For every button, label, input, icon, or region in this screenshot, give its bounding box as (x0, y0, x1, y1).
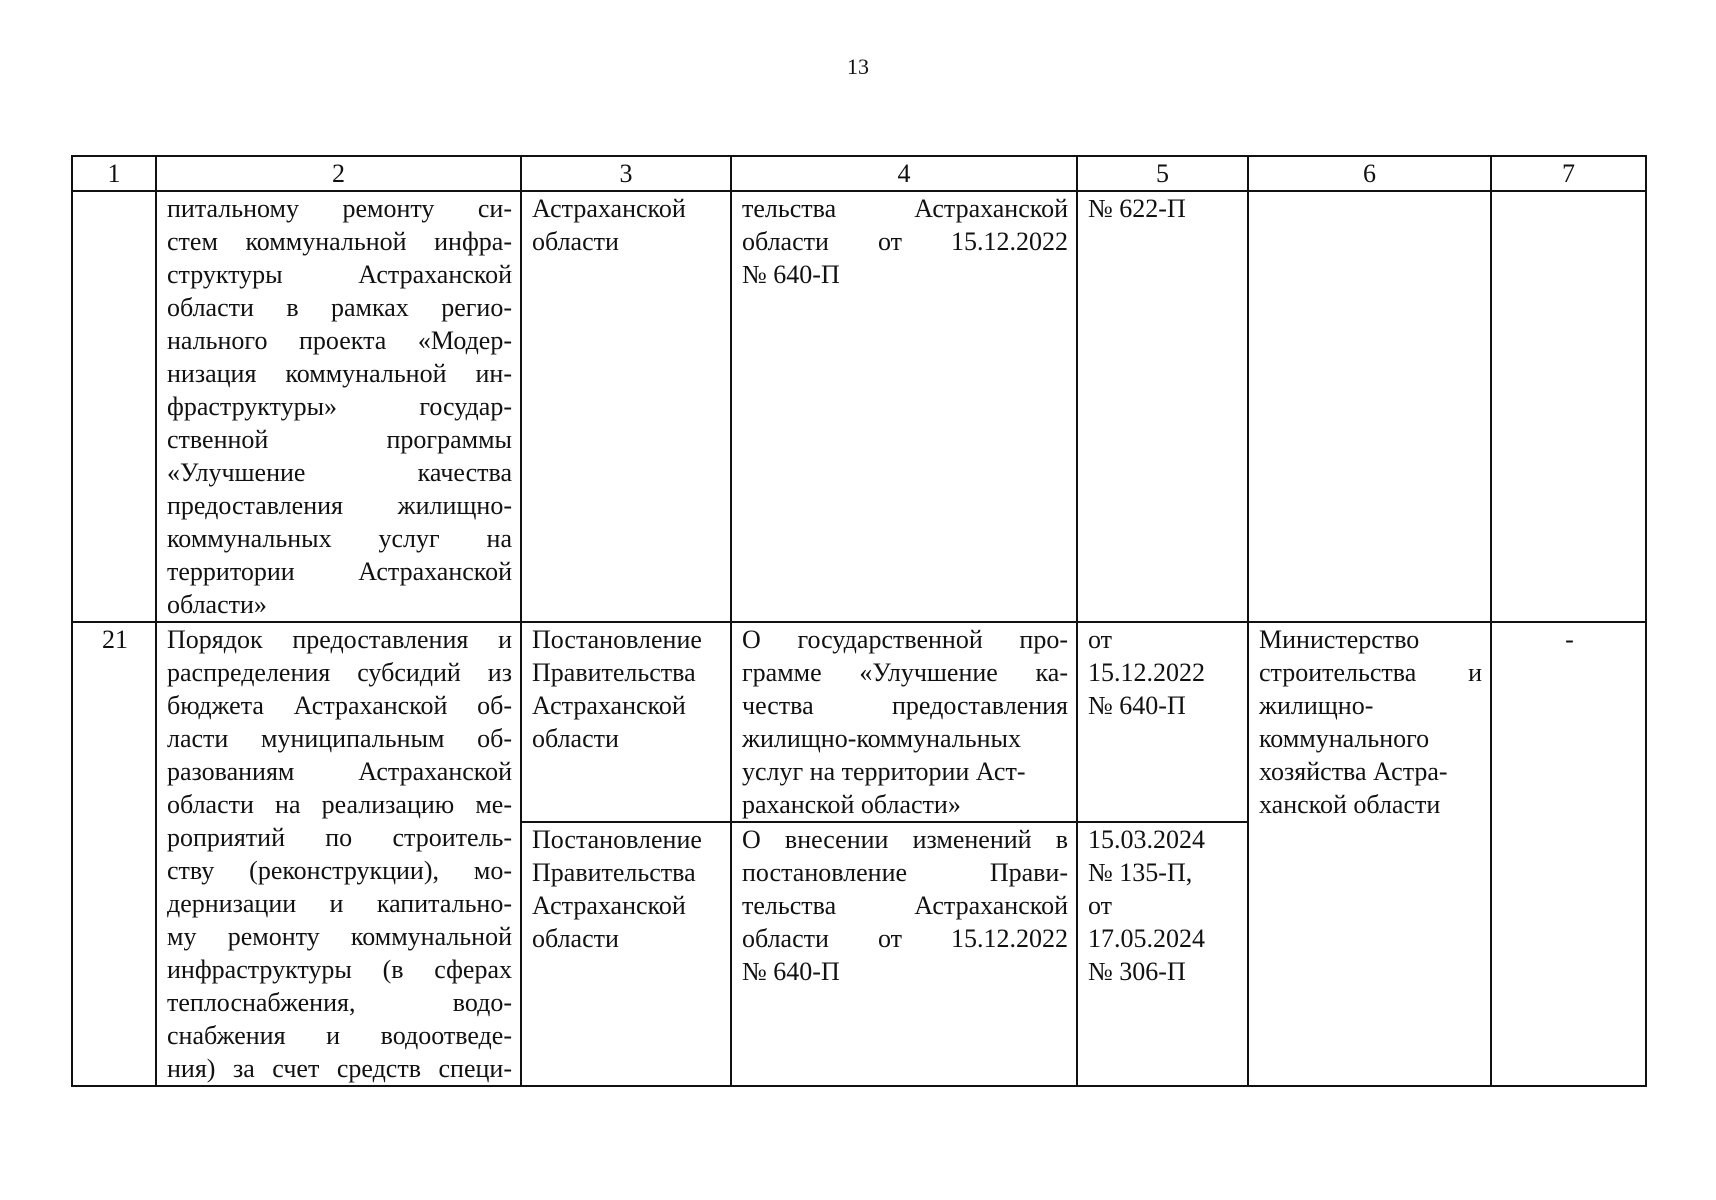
cell-document-title (731, 191, 1077, 622)
text-line: коммунального (1259, 724, 1430, 753)
text-line: области (532, 724, 619, 753)
text-line: области (532, 924, 619, 953)
text-line: постановление Прави- (742, 858, 1068, 887)
text-line: 17.05.2024 (1088, 924, 1205, 953)
text-line: области от 15.12.2022 (742, 924, 1068, 953)
cell-note: - (1491, 622, 1646, 1086)
text-line: № 135-П, (1088, 858, 1193, 887)
cell-document-type (521, 822, 731, 1086)
text-line: фраструктуры» государ- (167, 392, 512, 421)
text-line: грамме «Улучшение ка- (742, 658, 1068, 687)
text-line: Астраханской (532, 194, 686, 223)
text-line: структуры Астраханской (167, 260, 512, 289)
header-col-4: 4 (731, 156, 1077, 191)
text-line: ласти муниципальным об- (167, 724, 512, 753)
text-line: № 640-П (742, 260, 840, 289)
text-line: области на реализацию ме- (167, 790, 512, 819)
text-line: дернизации и капитально- (167, 889, 512, 918)
text-line: бюджета Астраханской об- (167, 691, 512, 720)
header-col-2: 2 (156, 156, 521, 191)
cell-number (72, 191, 156, 622)
text-line: разованиям Астраханской (167, 757, 512, 786)
text-line: снабжения и водоотведе- (167, 1021, 512, 1050)
text-line: предоставления жилищно- (167, 491, 512, 520)
cell-document-date (1077, 622, 1248, 822)
text-line: Министерство (1259, 625, 1420, 654)
document-table (71, 155, 1647, 1087)
text-line: инфраструктуры (в сферах (167, 955, 512, 984)
cell-document-title (731, 822, 1077, 1086)
cell-document-date (1077, 191, 1248, 622)
cell-responsible (1248, 622, 1491, 1086)
text-line: ния) за счет средств специ- (167, 1054, 512, 1083)
text-line: Астраханской (532, 691, 686, 720)
cell-document-type (521, 191, 731, 622)
text-line: низация коммунальной ин- (167, 359, 512, 388)
header-col-1: 1 (72, 156, 156, 191)
text-line: стем коммунальной инфра- (167, 227, 512, 256)
text-line: му ремонту коммунальной (167, 922, 512, 951)
table-row-continued (72, 191, 1646, 622)
text-line: распределения субсидий из (167, 658, 512, 687)
text-line: питальному ремонту си- (167, 194, 512, 223)
table-row-21 (72, 622, 1646, 822)
text-line: Правительства (532, 658, 696, 687)
text-line: коммунальных услуг на (167, 524, 512, 553)
header-row (72, 156, 1646, 191)
text-line: № 640-П (742, 957, 840, 986)
cell-note (1491, 191, 1646, 622)
text-line: услуг на территории Аст- (742, 757, 1026, 786)
page-number: 13 (847, 54, 869, 79)
text-line: ству (реконструкции), мо- (167, 856, 512, 885)
text-line: области (532, 227, 619, 256)
text-line: теплоснабжения, водо- (167, 988, 512, 1017)
cell-responsible (1248, 191, 1491, 622)
text-line: тельства Астраханской (742, 891, 1068, 920)
cell-document-type (521, 622, 731, 822)
text-line: № 306-П (1088, 957, 1186, 986)
text-line: раханской области» (742, 790, 961, 819)
text-line: О государственной про- (742, 625, 1068, 654)
text-line: 15.03.2024 (1088, 825, 1205, 854)
text-line: от (1088, 891, 1113, 920)
text-line: Постановление (532, 825, 702, 854)
text-line: № 622-П (1088, 194, 1186, 223)
text-line: № 640-П (1088, 691, 1186, 720)
text-line: области от 15.12.2022 (742, 227, 1068, 256)
text-line: нального проекта «Модер- (167, 326, 512, 355)
cell-description (156, 622, 521, 1086)
header-col-6: 6 (1248, 156, 1491, 191)
text-line: области в рамках регио- (167, 293, 512, 322)
header-col-3: 3 (521, 156, 731, 191)
cell-description (156, 191, 521, 622)
text-line: чества предоставления (742, 691, 1068, 720)
text-line: области» (167, 590, 267, 619)
header-col-5: 5 (1077, 156, 1248, 191)
text-line: тельства Астраханской (742, 194, 1068, 223)
text-line: 15.12.2022 (1088, 658, 1205, 687)
cell-document-date (1077, 822, 1248, 1086)
text-line: жилищно- (1259, 691, 1374, 720)
cell-number: 21 (72, 622, 156, 1086)
text-line: территории Астраханской (167, 557, 512, 586)
text-line: роприятий по строитель- (167, 823, 512, 852)
text-line: от (1088, 625, 1113, 654)
text-line: жилищно-коммунальных (742, 724, 1021, 753)
text-line: «Улучшение качества (167, 458, 512, 487)
cell-document-title (731, 622, 1077, 822)
text-line: строительства и (1259, 658, 1482, 687)
text-line: Порядок предоставления и (167, 625, 512, 654)
text-line: Правительства (532, 858, 696, 887)
text-line: хозяйства Астра- (1259, 757, 1448, 786)
text-line: ственной программы (167, 425, 512, 454)
text-line: Постановление (532, 625, 702, 654)
text-line: Астраханской (532, 891, 686, 920)
text-line: О внесении изменений в (742, 825, 1068, 854)
text-line: ханской области (1259, 790, 1441, 819)
header-col-7: 7 (1491, 156, 1646, 191)
